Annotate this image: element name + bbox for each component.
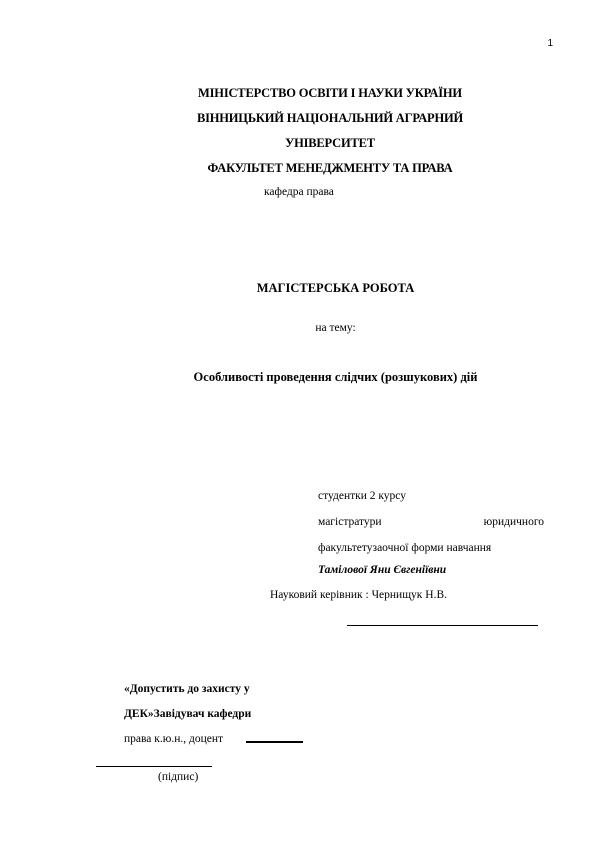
supervisor-signature-line (347, 625, 538, 626)
work-type-title: МАГІСТЕРСЬКА РОБОТА (256, 281, 415, 295)
topic-label: на тему: (315, 322, 356, 334)
signature-label: (підпис) (158, 771, 199, 783)
approval-line3: права к.ю.н., доцент (124, 733, 224, 745)
page-number: 1 (547, 38, 553, 49)
university-heading-line2: УНІВЕРСИТЕТ (285, 136, 375, 150)
department-label: кафедра права (264, 186, 334, 198)
faculty-heading: ФАКУЛЬТЕТ МЕНЕДЖМЕНТУ ТА ПРАВА (207, 161, 453, 175)
student-course: студентки 2 курсу (318, 490, 407, 502)
approval-line2: ДЕК»Завідувач кафедри (124, 708, 252, 720)
student-study-form: факультетузаочної форми навчання (318, 542, 492, 554)
work-topic: Особливості проведення слідчих (розшукових) дій (193, 370, 478, 384)
ministry-heading: МІНІСТЕРСТВО ОСВІТИ І НАУКИ УКРАЇНИ (198, 86, 462, 100)
signature-line (96, 766, 212, 767)
approval-signature-blank (246, 741, 303, 743)
university-heading-line1: ВІННИЦЬКИЙ НАЦІОНАЛЬНИЙ АГРАРНИЙ (196, 111, 464, 125)
student-program-right: юридичного (483, 516, 544, 528)
student-program-left: магістратури (318, 516, 382, 528)
student-program-line (318, 516, 544, 528)
approval-line1: «Допустить до захисту у (124, 683, 250, 695)
supervisor-line: Науковий керівник : Чернищук Н.В. (270, 589, 447, 601)
student-name: Тамілової Яни Євгеніївни (318, 564, 447, 576)
